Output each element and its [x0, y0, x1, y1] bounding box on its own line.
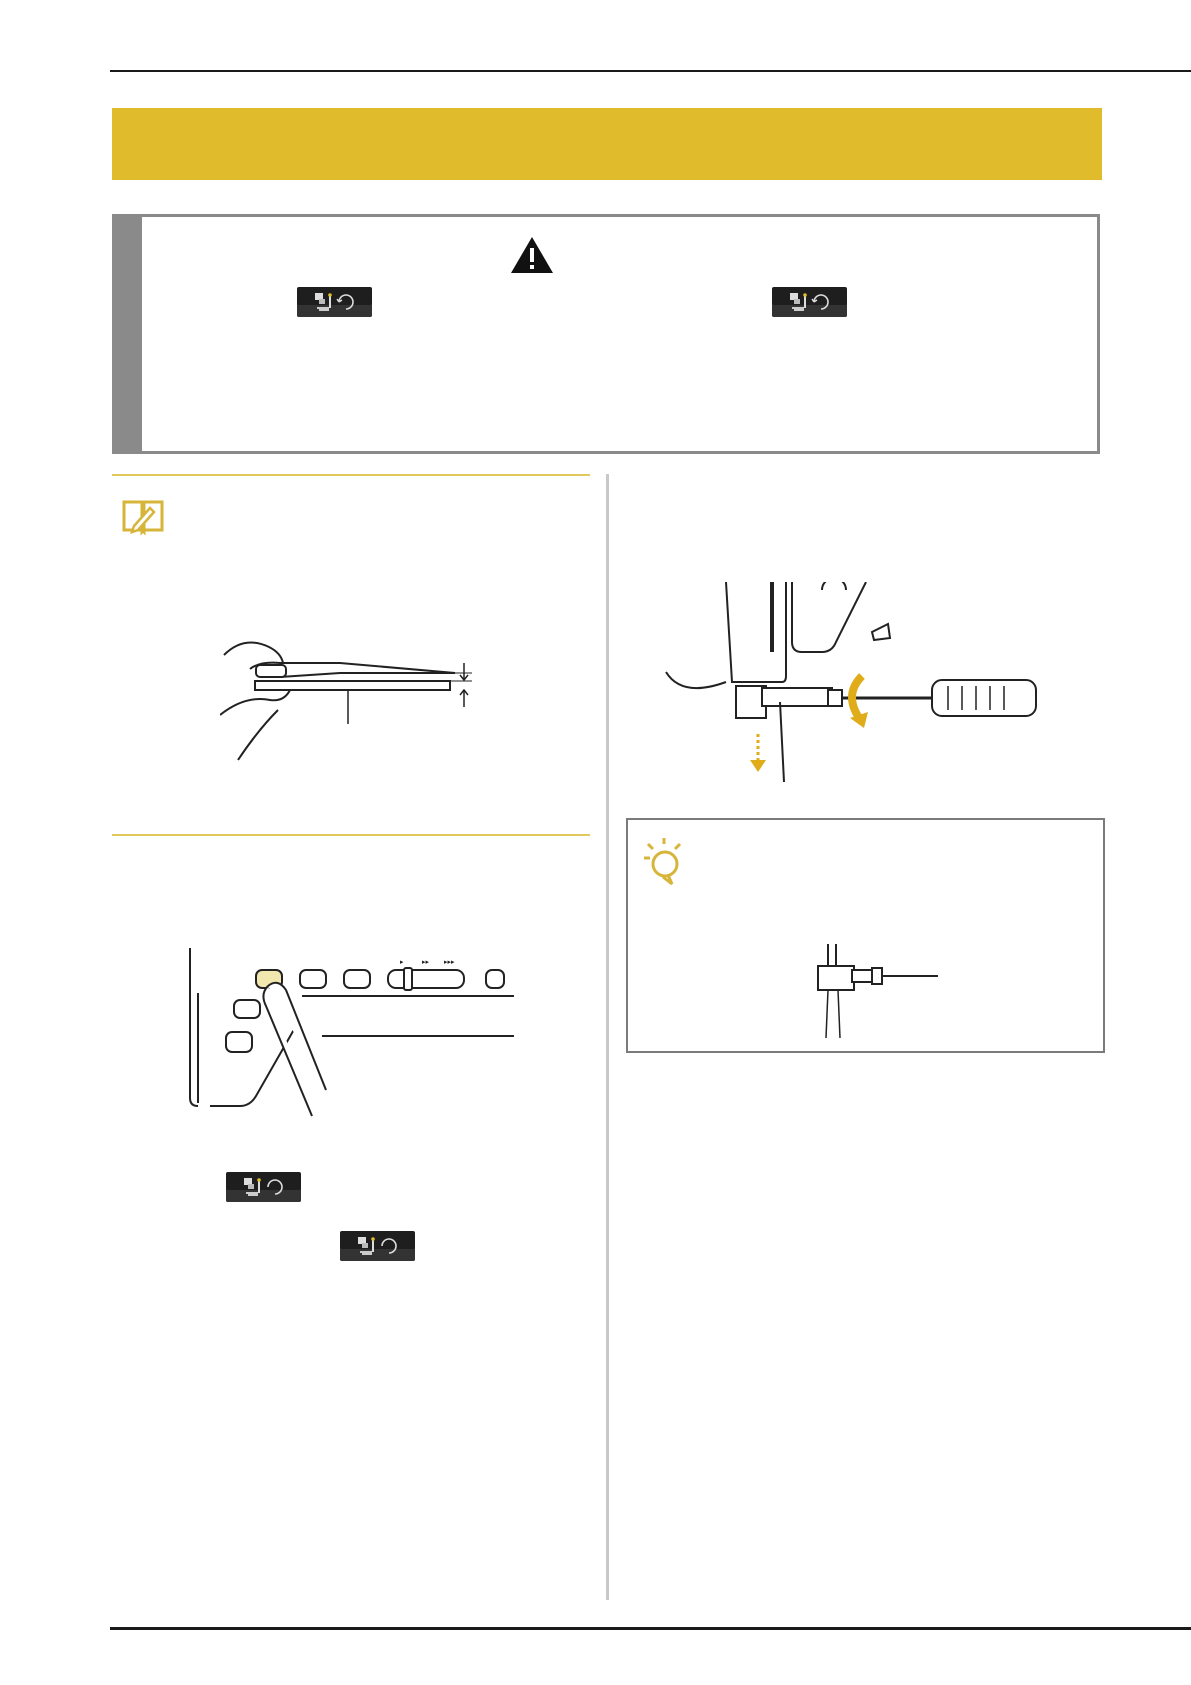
- svg-text:▸: ▸: [400, 959, 404, 966]
- needle-clamp-screwdriver-illustration: [662, 582, 1062, 802]
- presser-foot-needle-exchange-key-icon: [772, 287, 847, 317]
- presser-foot-needle-exchange-key-icon[interactable]: [226, 1172, 301, 1202]
- footer-rule: [110, 1627, 1191, 1630]
- memo-top-rule: [112, 474, 590, 476]
- twin-needle-clamp-illustration: [808, 944, 938, 1040]
- memo-bottom-rule: [112, 834, 590, 836]
- section-banner: [112, 108, 1102, 180]
- note-lightbulb-icon: [640, 834, 690, 886]
- note-box: [626, 818, 1105, 1053]
- caution-box: [112, 214, 1100, 454]
- svg-text:▸▸: ▸▸: [422, 959, 430, 966]
- header-rule: [110, 70, 1191, 72]
- svg-text:▸▸▸: ▸▸▸: [444, 959, 455, 966]
- column-divider: [606, 474, 609, 1600]
- warning-triangle-icon: [509, 235, 555, 275]
- needle-on-flat-surface-illustration: [220, 625, 480, 765]
- presser-foot-needle-exchange-key-icon[interactable]: [340, 1231, 415, 1261]
- presser-foot-needle-exchange-key-icon: [297, 287, 372, 317]
- caution-side-bar: [115, 217, 142, 451]
- memo-pencil-icon: [120, 494, 166, 538]
- operation-panel-button-press-illustration: [182, 948, 522, 1138]
